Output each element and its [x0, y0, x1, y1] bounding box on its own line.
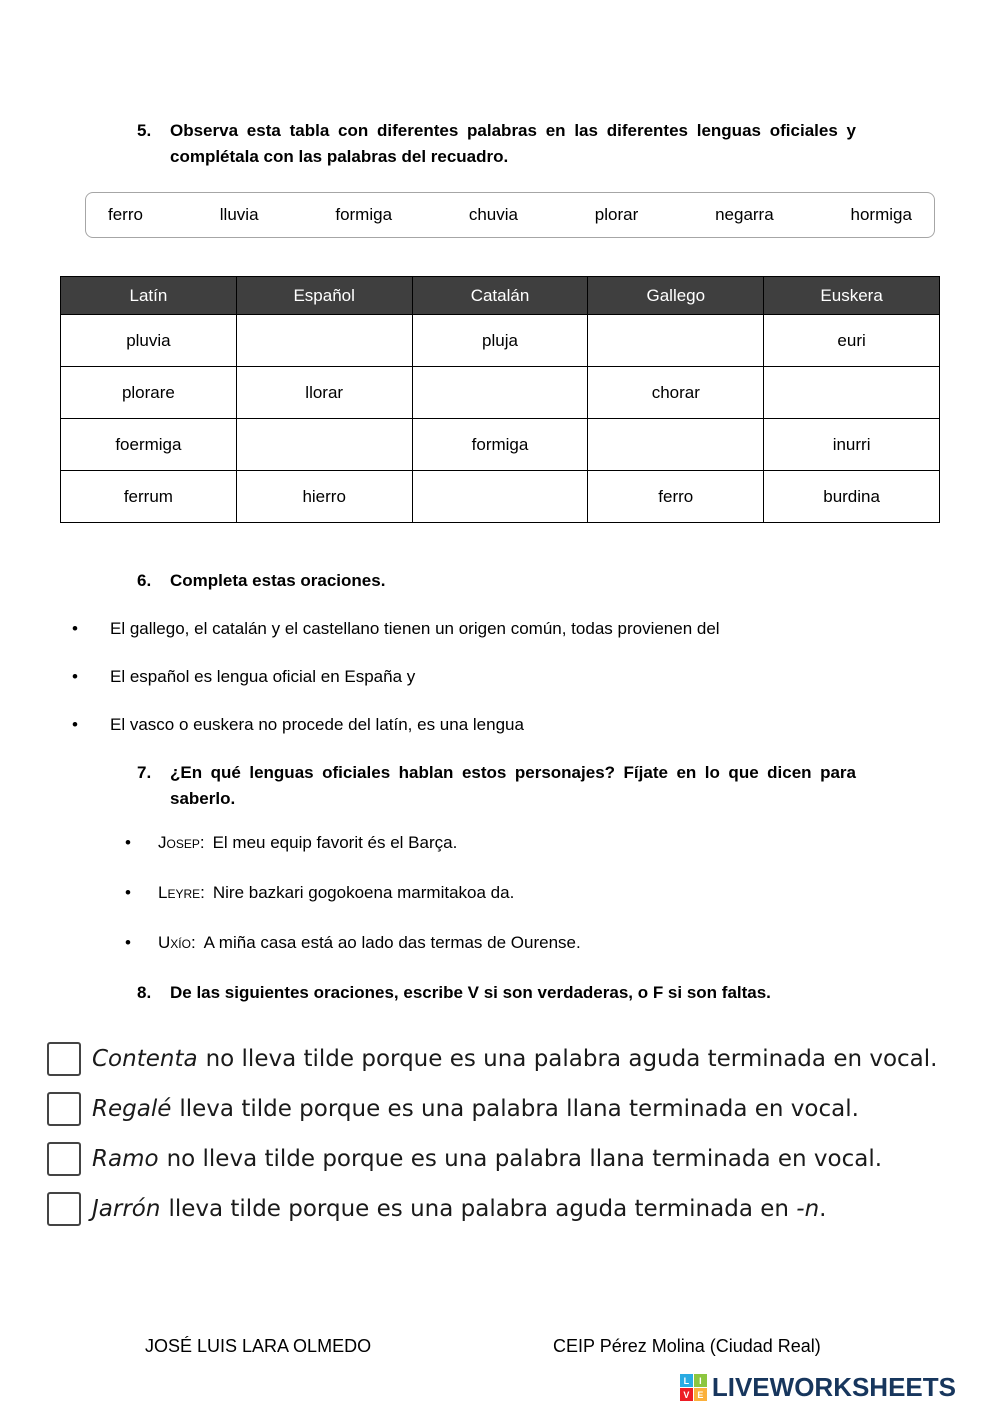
question-number: 8.: [137, 983, 152, 1002]
word-bank-word: ferro: [108, 205, 143, 224]
list-item: [125, 830, 1000, 856]
answer-cell[interactable]: [412, 367, 588, 419]
table-cell: foermiga: [61, 419, 237, 471]
question-8-heading: [137, 980, 856, 1006]
question-number: 5.: [137, 121, 152, 140]
footer-school: CEIP Pérez Molina (Ciudad Real): [553, 1336, 821, 1356]
word-bank-word: chuvia: [468, 205, 518, 224]
speaker-sentence: Nire bazkari gogokoena marmitakoa da.: [212, 883, 515, 902]
true-false-row: [47, 1092, 1000, 1126]
question-text: De las siguientes oraciones, escribe V si son verdaderas, o F si son faltas.: [170, 983, 771, 1002]
word-bank-word: negarra: [715, 205, 774, 224]
table-cell: llorar: [236, 367, 412, 419]
sentence-text: El vasco o euskera no procede del latín, es una lengua: [110, 715, 524, 734]
vf-tail-italic: -n: [796, 1196, 820, 1222]
list-item: [125, 930, 1000, 956]
answer-cell[interactable]: [764, 367, 940, 419]
table-cell: burdina: [764, 471, 940, 523]
table-cell: ferrum: [61, 471, 237, 523]
liveworksheets-logo-text: LIVEWORKSHEETS: [711, 1372, 956, 1402]
question-text: Completa estas oraciones.: [170, 571, 386, 590]
word-bank-word: hormiga: [850, 205, 912, 224]
question-text: ¿En qué lenguas oficiales hablan estos personajes? Fíjate en lo que dicen para saberlo.: [170, 763, 856, 808]
table-cell: hierro: [236, 471, 412, 523]
word-bank-word: formiga: [335, 205, 393, 224]
logo-tile-l: L: [680, 1374, 693, 1387]
liveworksheets-logo-icon: [680, 1374, 707, 1401]
speaker-sentence: A miña casa está ao lado das termas de Ourense.: [203, 933, 581, 952]
question-text: Observa esta tabla con diferentes palabras en las diferentes lenguas oficiales y complétala con las palabras del recuadro.: [170, 121, 856, 166]
table-header-row: [61, 277, 940, 315]
speaker-sentence: El meu equip favorit és el Barça.: [212, 833, 458, 852]
vf-sentence: [92, 1094, 859, 1124]
table-cell: inurri: [764, 419, 940, 471]
vf-checkbox[interactable]: [47, 1042, 81, 1076]
table-header-euskera: Euskera: [764, 277, 940, 315]
question-7-heading: [137, 760, 856, 812]
vf-tail: .: [819, 1196, 827, 1222]
vf-lead-word: Ramo: [92, 1146, 159, 1172]
table-header-latin: Latín: [61, 277, 237, 315]
sentence-text: El gallego, el catalán y el castellano tienen un origen común, todas provienen del: [110, 619, 720, 638]
vf-checkbox[interactable]: [47, 1092, 81, 1126]
true-false-list: [47, 1042, 1000, 1226]
table-cell: pluja: [412, 315, 588, 367]
true-false-row: [47, 1192, 1000, 1226]
vf-sentence: [92, 1044, 937, 1074]
table-row: [61, 419, 940, 471]
question-6-heading: [137, 568, 856, 594]
vf-sentence: [92, 1144, 882, 1174]
footer-author: JOSÉ LUIS LARA OLMEDO: [145, 1336, 372, 1356]
table-row: [61, 471, 940, 523]
vf-sentence-text: lleva tilde porque es una palabra llana terminada en vocal.: [179, 1096, 859, 1122]
vf-sentence-text: no lleva tilde porque es una palabra aguda terminada en vocal.: [205, 1046, 938, 1072]
logo-tile-i: I: [694, 1374, 707, 1387]
table-cell: chorar: [588, 367, 764, 419]
sentence-text: El español es lengua oficial en España y: [110, 667, 416, 686]
vf-checkbox[interactable]: [47, 1192, 81, 1226]
question-number: 7.: [137, 763, 152, 782]
table-cell: pluvia: [61, 315, 237, 367]
speaker-name: Leyre:: [158, 883, 205, 902]
answer-cell[interactable]: [236, 419, 412, 471]
true-false-row: [47, 1142, 1000, 1176]
list-item: [72, 664, 1000, 690]
vf-sentence-text: no lleva tilde porque es una palabra llana terminada en vocal.: [166, 1146, 883, 1172]
word-bank-word: plorar: [594, 205, 639, 224]
vf-checkbox[interactable]: [47, 1142, 81, 1176]
table-row: [61, 367, 940, 419]
logo-tile-v: V: [680, 1388, 693, 1401]
vf-sentence-text: lleva tilde porque es una palabra aguda terminada en: [168, 1196, 797, 1222]
question-6-list: [72, 616, 1000, 738]
table-cell: formiga: [412, 419, 588, 471]
answer-cell[interactable]: [412, 471, 588, 523]
word-bank: [85, 192, 935, 238]
speaker-name: Uxío:: [158, 933, 196, 952]
table-header-gallego: Gallego: [588, 277, 764, 315]
table-cell: euri: [764, 315, 940, 367]
vf-lead-word: Jarrón: [92, 1196, 161, 1222]
question-7-list: [125, 830, 1000, 956]
table-header-espanol: Español: [236, 277, 412, 315]
list-item: [72, 712, 1000, 738]
list-item: [72, 616, 1000, 642]
vf-lead-word: Regalé: [92, 1096, 172, 1122]
table-header-catalan: Catalán: [412, 277, 588, 315]
word-bank-word: lluvia: [219, 205, 259, 224]
speaker-name: Josep:: [158, 833, 205, 852]
answer-cell[interactable]: [588, 419, 764, 471]
vocabulary-table: [60, 276, 940, 523]
list-item: [125, 880, 1000, 906]
question-5-heading: [137, 118, 856, 170]
liveworksheets-logo[interactable]: [680, 1372, 956, 1403]
vf-lead-word: Contenta: [92, 1046, 198, 1072]
table-cell: plorare: [61, 367, 237, 419]
table-row: [61, 315, 940, 367]
answer-cell[interactable]: [236, 315, 412, 367]
true-false-row: [47, 1042, 1000, 1076]
question-number: 6.: [137, 571, 152, 590]
logo-tile-e: E: [694, 1388, 707, 1401]
answer-cell[interactable]: [588, 315, 764, 367]
vf-sentence: [92, 1194, 826, 1224]
table-cell: ferro: [588, 471, 764, 523]
